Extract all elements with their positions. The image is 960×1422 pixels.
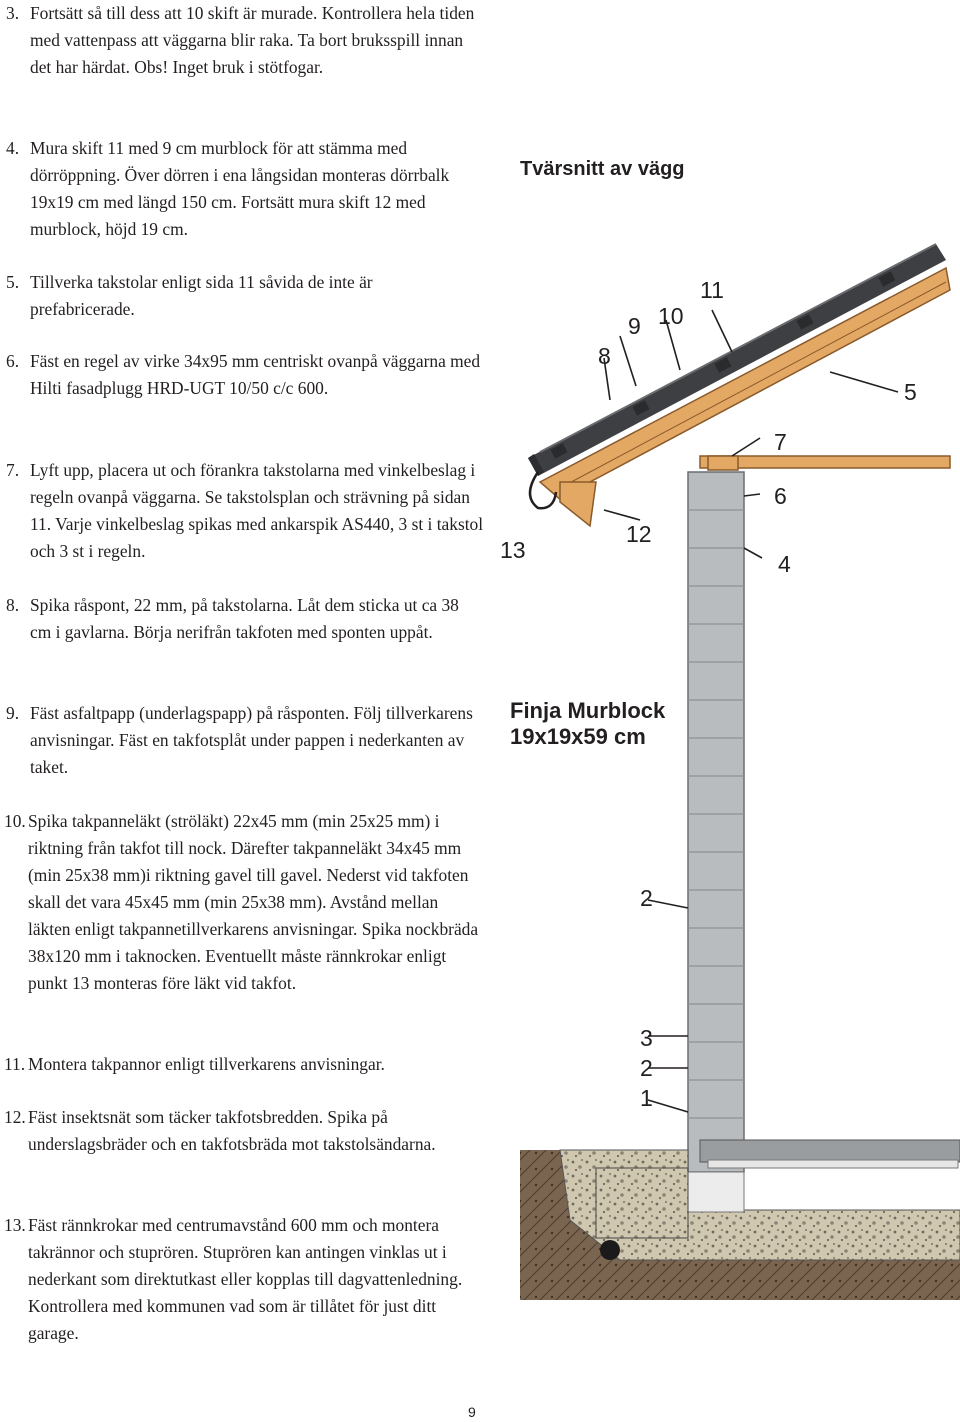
step-13 <box>6 1212 484 1347</box>
step-4 <box>6 135 484 243</box>
step-number: 11. <box>4 1054 26 1074</box>
callout-1: 1 <box>640 1085 653 1111</box>
block-wall <box>688 472 744 1172</box>
callout-4: 4 <box>778 551 791 577</box>
callout-2-upper: 2 <box>640 885 653 911</box>
page-number: 9 <box>468 1404 476 1420</box>
roof-tiles <box>528 244 946 476</box>
callout-9: 9 <box>628 313 641 339</box>
roof-truss <box>540 268 950 526</box>
step-number: 3. <box>6 3 20 23</box>
callout-10: 10 <box>658 303 684 329</box>
callout-13: 13 <box>500 537 526 563</box>
callout-12: 12 <box>626 521 652 547</box>
step-number: 8. <box>6 595 20 615</box>
figure-title: Tvärsnitt av vägg <box>520 158 685 180</box>
step-number: 4. <box>6 138 20 158</box>
step-text: Montera takpannor enligt tillverkarens anvisningar. <box>28 1054 385 1074</box>
step-number: 12. <box>4 1107 26 1127</box>
callout-11: 11 <box>700 277 724 303</box>
step-text: Lyft upp, placera ut och förankra takstolarna med vinkelbeslag i regeln ovanpå väggarna. Se takstolsplan och strävning på sidan 11. Varje vinkelbeslag spikas med ankarspik AS440, 3 st i takstol och 3 st i regeln. <box>30 460 484 561</box>
callout-6: 6 <box>774 483 787 509</box>
step-9 <box>6 700 484 781</box>
step-text: Fäst rännkrokar med centrumavstånd 600 mm och montera takrännor och stuprören. Stuprören kan antingen vinklas ut i nederkant som direktutkast eller kopplas till dagvattenledning. Kontrollera med kommunen vad som är tillåtet för just ditt garage. <box>28 1215 463 1343</box>
step-number: 7. <box>6 460 20 480</box>
wall-cross-section-diagram <box>500 220 960 1300</box>
step-11 <box>6 1051 484 1078</box>
step-text: Fäst en regel av virke 34x95 mm centriskt ovanpå väggarna med Hilti fasadplugg HRD-UGT 10/50 c/c 600. <box>30 351 481 398</box>
foundation <box>520 1140 960 1300</box>
step-10 <box>6 808 484 997</box>
callout-3: 3 <box>640 1025 653 1051</box>
step-12 <box>6 1104 484 1158</box>
step-8 <box>6 592 484 646</box>
callout-2-lower: 2 <box>640 1055 653 1081</box>
step-6 <box>6 348 484 402</box>
block-label-name: Finja Murblock <box>510 698 666 723</box>
step-text: Fäst asfaltpapp (underlagspapp) på råsponten. Följ tillverkarens anvisningar. Fäst en takfotsplåt under pappen i nederkanten av taket. <box>30 703 473 777</box>
step-text: Mura skift 11 med 9 cm murblock för att stämma med dörröppning. Över dörren i ena långsidan monteras dörrbalk 19x19 cm med längd 150 cm. Fortsätt mura skift 12 med murblock, höjd 19 cm. <box>30 138 450 239</box>
step-7 <box>6 457 484 565</box>
step-text: Fortsätt så till dess att 10 skift är murade. Kontrollera hela tiden med vattenpass att väggarna blir raka. Ta bort bruksspill innan det har härdat. Obs! Inget bruk i stötfogar. <box>30 3 475 77</box>
step-number: 10. <box>4 811 26 831</box>
step-number: 13. <box>4 1215 26 1235</box>
step-text: Spika råspont, 22 mm, på takstolarna. Låt dem sticka ut ca 38 cm i gavlarna. Börja nerifrån takfoten med sponten uppåt. <box>30 595 459 642</box>
callout-5: 5 <box>904 379 917 405</box>
step-text: Spika takpanneläkt (ströläkt) 22x45 mm (min 25x25 mm) i riktning från takfot till nock. Därefter takpanneläkt 34x45 mm (min 25x38 mm)i riktning gavel till gavel. Nederst vid takfoten skall det vara 45x45 mm (min 25x38 mm). Avstånd mellan läkten enligt takpannetillverkarens anvisningar. Spika nockbräda 38x120 mm i taknocken. Eventuellt måste rännkrokar enligt punkt 13 monteras före läkt vid takfot. <box>28 811 479 993</box>
step-3 <box>6 0 484 81</box>
step-text: Tillverka takstolar enligt sida 11 såvida de inte är prefabricerade. <box>30 272 373 319</box>
step-number: 5. <box>6 272 20 292</box>
step-number: 6. <box>6 351 20 371</box>
step-number: 9. <box>6 703 20 723</box>
step-5 <box>6 269 484 323</box>
callout-8: 8 <box>598 343 611 369</box>
callout-7: 7 <box>774 429 787 455</box>
block-label-size: 19x19x59 cm <box>510 724 646 749</box>
step-text: Fäst insektsnät som täcker takfotsbredden. Spika på underslagsbräder och en takfotsbräda mot takstolsändarna. <box>28 1107 436 1154</box>
